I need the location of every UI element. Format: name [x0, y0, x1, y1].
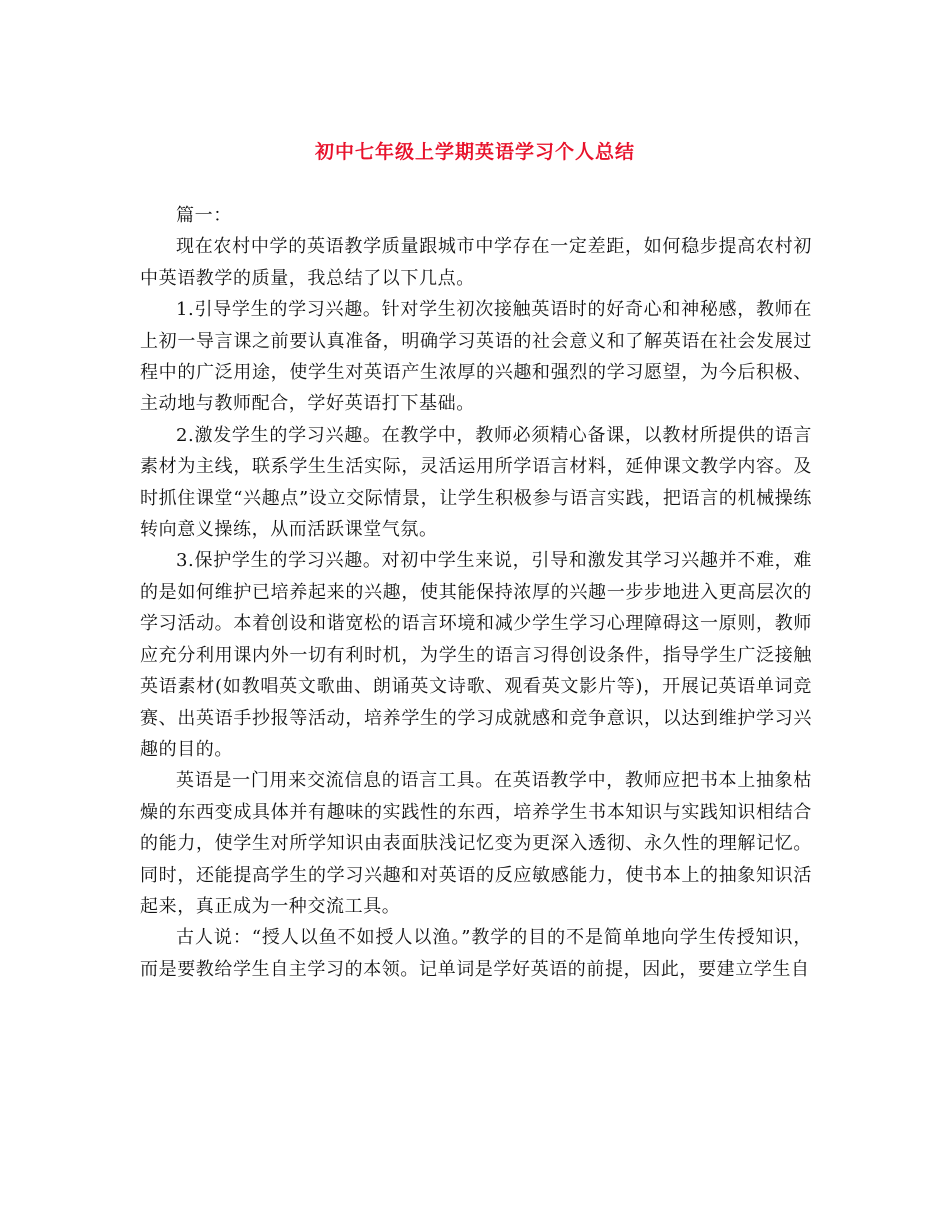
- paragraph-section-label: 篇一：: [176, 205, 232, 226]
- paragraph-point-3: 3.保护学生的学习兴趣。对初中学生来说，引导和激发其学习兴趣并不难，难的是如何维护已培养起来的兴趣，使其能保持浓厚的兴趣一步步地进入更高层次的学习活动。本着创设和谐宽松的语言环境和减少学生学习心理障碍这一原则，教师应充分利用课内外一切有利时机，为学生的语言习得创设条件，指导学生广泛接触英语素材(如教唱英文歌曲、朗诵英文诗歌、观看英文影片等)，开展记英语单词竞赛、出英语手抄报等活动，培养学生的学习成就感和竞争意识，以达到维护学习兴趣的目的。: [140, 550, 812, 760]
- document-body: [140, 200, 812, 985]
- paragraph-language-tool: 英语是一门用来交流信息的语言工具。在英语教学中，教师应把书本上抽象枯燥的东西变成具体并有趣味的实践性的东西，培养学生书本知识与实践知识相结合的能力，使学生对所学知识由表面肤浅记忆变为更深入透彻、永久性的理解记忆。同时，还能提高学生的学习兴趣和对英语的反应敏感能力，使书本上的抽象知识活起来，真正成为一种交流工具。: [140, 770, 812, 917]
- paragraph-point-2: 2.激发学生的学习兴趣。在教学中，教师必须精心备课，以教材所提供的语言素材为主线，联系学生生活实际，灵活运用所学语言材料，延伸课文教学内容。及时抓住课堂“兴趣点”设立交际情景，让学生积极参与语言实践，把语言的机械操练转向意义操练，从而活跃课堂气氛。: [140, 424, 812, 541]
- paragraph-ancient-saying: 古人说：“授人以鱼不如授人以渔。”教学的目的不是简单地向学生传授知识，而是要教给学生自主学习的本领。记单词是学好英语的前提，因此，要建立学生自: [140, 927, 812, 980]
- page-title: 初中七年级上学期英语学习个人总结: [314, 141, 635, 163]
- paragraph-point-1: 1.引导学生的学习兴趣。针对学生初次接触英语时的好奇心和神秘感，教师在上初一导言课之前要认真准备，明确学习英语的社会意义和了解英语在社会发展过程中的广泛用途，使学生对英语产生浓厚的兴趣和强烈的学习愿望，为今后积极、主动地与教师配合，学好英语打下基础。: [140, 299, 812, 415]
- paragraph-intro: 现在农村中学的英语教学质量跟城市中学存在一定差距，如何稳步提高农村初中英语教学的质量，我总结了以下几点。: [140, 236, 812, 289]
